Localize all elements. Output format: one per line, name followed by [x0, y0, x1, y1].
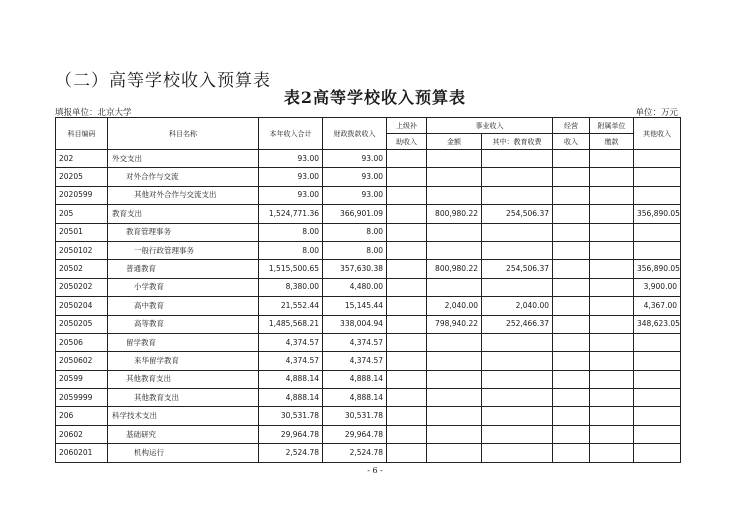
- cell-total: 8,380.00: [259, 278, 323, 296]
- income-budget-table: [55, 117, 681, 463]
- cell-career-amount: [427, 168, 482, 186]
- cell-career-amount: [427, 241, 482, 259]
- cell-fiscal: 366,901.09: [323, 205, 387, 223]
- table-row: [56, 407, 681, 425]
- cell-operating: [553, 186, 590, 204]
- cell-upper: [387, 260, 427, 278]
- cell-total: 29,964.78: [259, 425, 323, 443]
- cell-operating: [553, 389, 590, 407]
- cell-affiliated: [590, 186, 634, 204]
- cell-career-amount: 800,980.22: [427, 205, 482, 223]
- cell-other: [634, 444, 681, 462]
- cell-operating: [553, 241, 590, 259]
- cell-name: 其他教育支出: [108, 389, 259, 407]
- cell-code: 20501: [56, 223, 108, 241]
- cell-career-amount: [427, 223, 482, 241]
- cell-affiliated: [590, 333, 634, 351]
- header-affiliated-2: 缴款: [590, 134, 634, 150]
- cell-code: 206: [56, 407, 108, 425]
- cell-operating: [553, 333, 590, 351]
- cell-fiscal: 93.00: [323, 168, 387, 186]
- cell-code: 205: [56, 205, 108, 223]
- cell-operating: [553, 150, 590, 168]
- table-row: [56, 241, 681, 259]
- cell-career-tuition: [482, 370, 553, 388]
- cell-code: 2059999: [56, 389, 108, 407]
- cell-career-tuition: [482, 168, 553, 186]
- cell-total: 4,888.14: [259, 370, 323, 388]
- cell-total: 4,374.57: [259, 333, 323, 351]
- cell-affiliated: [590, 315, 634, 333]
- cell-fiscal: 15,145.44: [323, 297, 387, 315]
- cell-career-tuition: [482, 241, 553, 259]
- cell-career-amount: 800,980.22: [427, 260, 482, 278]
- table-row: [56, 168, 681, 186]
- cell-career-amount: 798,940.22: [427, 315, 482, 333]
- cell-fiscal: 93.00: [323, 150, 387, 168]
- header-career: 事业收入: [427, 118, 553, 134]
- cell-name: 小学教育: [108, 278, 259, 296]
- cell-total: 4,888.14: [259, 389, 323, 407]
- cell-code: 202: [56, 150, 108, 168]
- cell-code: 2050204: [56, 297, 108, 315]
- cell-other: [634, 333, 681, 351]
- cell-total: 93.00: [259, 168, 323, 186]
- cell-name: 其他教育支出: [108, 370, 259, 388]
- cell-name: 高等教育: [108, 315, 259, 333]
- cell-upper: [387, 297, 427, 315]
- cell-affiliated: [590, 444, 634, 462]
- header-career-amount: 金额: [427, 134, 482, 150]
- cell-upper: [387, 150, 427, 168]
- cell-total: 93.00: [259, 186, 323, 204]
- header-other: 其他收入: [634, 118, 681, 150]
- cell-name: 一般行政管理事务: [108, 241, 259, 259]
- header-total: 本年收入合计: [259, 118, 323, 150]
- cell-other: [634, 150, 681, 168]
- cell-fiscal: 29,964.78: [323, 425, 387, 443]
- table-row: [56, 205, 681, 223]
- cell-other: [634, 370, 681, 388]
- cell-fiscal: 30,531.78: [323, 407, 387, 425]
- cell-fiscal: 4,888.14: [323, 370, 387, 388]
- table-row: [56, 370, 681, 388]
- cell-upper: [387, 278, 427, 296]
- cell-name: 机构运行: [108, 444, 259, 462]
- cell-other: [634, 186, 681, 204]
- cell-operating: [553, 352, 590, 370]
- table-row: [56, 425, 681, 443]
- table-row: [56, 150, 681, 168]
- cell-fiscal: 8.00: [323, 223, 387, 241]
- cell-career-amount: [427, 425, 482, 443]
- cell-total: 1,485,568.21: [259, 315, 323, 333]
- table-body: [56, 150, 681, 463]
- cell-affiliated: [590, 205, 634, 223]
- cell-fiscal: 4,374.57: [323, 333, 387, 351]
- header-operating-2: 收入: [553, 134, 590, 150]
- cell-fiscal: 357,630.38: [323, 260, 387, 278]
- cell-upper: [387, 333, 427, 351]
- cell-upper: [387, 389, 427, 407]
- header-fiscal: 财政拨款收入: [323, 118, 387, 150]
- cell-name: 教育支出: [108, 205, 259, 223]
- cell-career-amount: [427, 389, 482, 407]
- cell-code: 2050202: [56, 278, 108, 296]
- cell-code: 2060201: [56, 444, 108, 462]
- header-affiliated-1: 附属单位: [590, 118, 634, 134]
- cell-total: 1,524,771.36: [259, 205, 323, 223]
- cell-career-amount: [427, 370, 482, 388]
- cell-affiliated: [590, 370, 634, 388]
- cell-upper: [387, 352, 427, 370]
- cell-career-tuition: [482, 186, 553, 204]
- cell-code: 20602: [56, 425, 108, 443]
- cell-name: 教育管理事务: [108, 223, 259, 241]
- cell-affiliated: [590, 150, 634, 168]
- cell-fiscal: 93.00: [323, 186, 387, 204]
- cell-name: 外交支出: [108, 150, 259, 168]
- cell-career-tuition: 2,040.00: [482, 297, 553, 315]
- table-row: [56, 389, 681, 407]
- cell-upper: [387, 186, 427, 204]
- cell-name: 来华留学教育: [108, 352, 259, 370]
- cell-operating: [553, 223, 590, 241]
- cell-affiliated: [590, 168, 634, 186]
- cell-name: 普通教育: [108, 260, 259, 278]
- header-operating-1: 经营: [553, 118, 590, 134]
- cell-other: 3,900.00: [634, 278, 681, 296]
- cell-operating: [553, 205, 590, 223]
- cell-other: [634, 223, 681, 241]
- cell-name: 基础研究: [108, 425, 259, 443]
- cell-operating: [553, 260, 590, 278]
- cell-code: 2050602: [56, 352, 108, 370]
- cell-upper: [387, 370, 427, 388]
- table-row: [56, 297, 681, 315]
- cell-career-amount: [427, 186, 482, 204]
- cell-affiliated: [590, 260, 634, 278]
- cell-total: 4,374.57: [259, 352, 323, 370]
- header-career-tuition: 其中：教育收费: [482, 134, 553, 150]
- cell-affiliated: [590, 352, 634, 370]
- cell-fiscal: 2,524.78: [323, 444, 387, 462]
- cell-career-amount: [427, 352, 482, 370]
- table-row: [56, 444, 681, 462]
- cell-operating: [553, 444, 590, 462]
- cell-career-tuition: 252,466.37: [482, 315, 553, 333]
- cell-code: 20205: [56, 168, 108, 186]
- cell-career-amount: [427, 444, 482, 462]
- table-row: [56, 278, 681, 296]
- cell-career-tuition: [482, 333, 553, 351]
- cell-other: 348,623.05: [634, 315, 681, 333]
- table-row: [56, 186, 681, 204]
- cell-code: 20599: [56, 370, 108, 388]
- cell-career-tuition: [482, 389, 553, 407]
- cell-code: 2020599: [56, 186, 108, 204]
- cell-operating: [553, 315, 590, 333]
- cell-other: 4,367.00: [634, 297, 681, 315]
- cell-affiliated: [590, 278, 634, 296]
- cell-affiliated: [590, 241, 634, 259]
- table-row: [56, 223, 681, 241]
- cell-total: 8.00: [259, 241, 323, 259]
- cell-name: 留学教育: [108, 333, 259, 351]
- cell-upper: [387, 168, 427, 186]
- cell-name: 其他对外合作与交流支出: [108, 186, 259, 204]
- cell-upper: [387, 315, 427, 333]
- cell-code: 2050102: [56, 241, 108, 259]
- cell-operating: [553, 297, 590, 315]
- cell-code: 20506: [56, 333, 108, 351]
- cell-career-tuition: [482, 444, 553, 462]
- reporting-unit: 填报单位：北京大学: [55, 108, 132, 118]
- cell-affiliated: [590, 425, 634, 443]
- table-title: 表2高等学校收入预算表: [283, 88, 467, 107]
- cell-career-tuition: 254,506.37: [482, 205, 553, 223]
- cell-other: [634, 407, 681, 425]
- cell-name: 对外合作与交流: [108, 168, 259, 186]
- cell-other: [634, 168, 681, 186]
- cell-upper: [387, 407, 427, 425]
- cell-code: 20502: [56, 260, 108, 278]
- cell-fiscal: 4,888.14: [323, 389, 387, 407]
- cell-fiscal: 4,480.00: [323, 278, 387, 296]
- cell-affiliated: [590, 297, 634, 315]
- cell-affiliated: [590, 223, 634, 241]
- cell-total: 1,515,500.65: [259, 260, 323, 278]
- cell-code: 2050205: [56, 315, 108, 333]
- cell-total: 30,531.78: [259, 407, 323, 425]
- cell-career-tuition: [482, 223, 553, 241]
- cell-total: 8.00: [259, 223, 323, 241]
- cell-name: 高中教育: [108, 297, 259, 315]
- cell-fiscal: 338,004.94: [323, 315, 387, 333]
- cell-fiscal: 8.00: [323, 241, 387, 259]
- cell-career-tuition: [482, 352, 553, 370]
- header-upper-2: 助收入: [387, 134, 427, 150]
- cell-career-tuition: [482, 407, 553, 425]
- cell-career-amount: [427, 407, 482, 425]
- table-row: [56, 352, 681, 370]
- cell-upper: [387, 223, 427, 241]
- header-name: 科目名称: [108, 118, 259, 150]
- header-upper-1: 上级补: [387, 118, 427, 134]
- cell-operating: [553, 278, 590, 296]
- cell-career-amount: [427, 150, 482, 168]
- cell-career-tuition: 254,506.37: [482, 260, 553, 278]
- cell-career-amount: 2,040.00: [427, 297, 482, 315]
- cell-other: [634, 389, 681, 407]
- cell-total: 21,552.44: [259, 297, 323, 315]
- cell-upper: [387, 205, 427, 223]
- cell-career-amount: [427, 278, 482, 296]
- cell-affiliated: [590, 407, 634, 425]
- table-row: [56, 260, 681, 278]
- page-number: - 6 -: [367, 466, 383, 475]
- table-row: [56, 315, 681, 333]
- cell-total: 93.00: [259, 150, 323, 168]
- cell-operating: [553, 168, 590, 186]
- cell-total: 2,524.78: [259, 444, 323, 462]
- header-code: 科目编码: [56, 118, 108, 150]
- cell-upper: [387, 425, 427, 443]
- cell-career-tuition: [482, 150, 553, 168]
- cell-operating: [553, 407, 590, 425]
- cell-career-amount: [427, 333, 482, 351]
- cell-name: 科学技术支出: [108, 407, 259, 425]
- currency-unit: 单位：万元: [635, 108, 678, 118]
- cell-fiscal: 4,374.57: [323, 352, 387, 370]
- table-row: [56, 333, 681, 351]
- cell-affiliated: [590, 389, 634, 407]
- cell-other: [634, 241, 681, 259]
- table-header: [56, 118, 681, 150]
- cell-career-tuition: [482, 278, 553, 296]
- cell-operating: [553, 370, 590, 388]
- cell-upper: [387, 444, 427, 462]
- cell-other: 356,890.05: [634, 205, 681, 223]
- cell-upper: [387, 241, 427, 259]
- section-title: （二）高等学校收入预算表: [55, 71, 271, 91]
- cell-career-tuition: [482, 425, 553, 443]
- cell-other: 356,890.05: [634, 260, 681, 278]
- cell-other: [634, 352, 681, 370]
- cell-operating: [553, 425, 590, 443]
- cell-other: [634, 425, 681, 443]
